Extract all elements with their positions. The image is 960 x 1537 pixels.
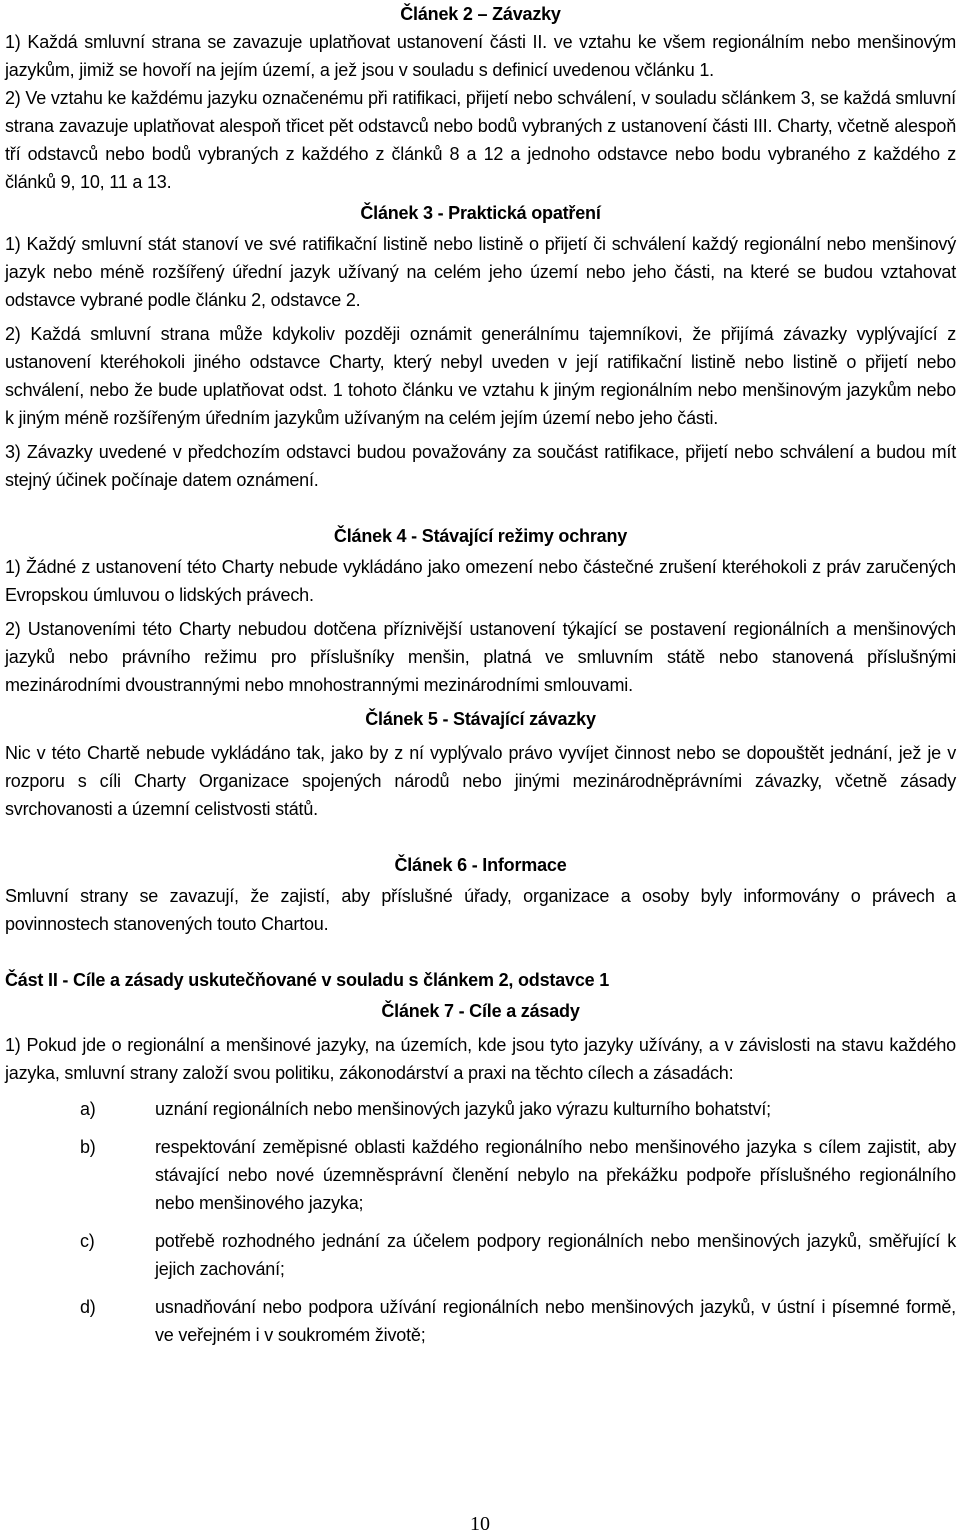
list-item-marker: a) xyxy=(80,1099,96,1119)
article-4-paragraph-2: 2) Ustanoveními této Charty nebudou dotčena příznivější ustanovení týkající se postavení regionálních a menšinových jazyků nebo právního režimu pro příslušníky menšin, platná ve smluvním státě nebo stanovená příslušnými mezinárodními dvoustrannými nebo mnohostrannými mezinárodními smlouvami. xyxy=(5,619,956,695)
article-2-paragraph-1: 1) Každá smluvní strana se zavazuje uplatňovat ustanovení části II. ve vztahu ke všem regionálním nebo menšinovým jazykům, jimiž se hovoří na jejím území, a jež jsou v souladu s definicí uvedenou včlánku 1. xyxy=(5,32,956,80)
article-5-heading: Článek 5 - Stávající závazky xyxy=(365,709,596,729)
article-3-heading: Článek 3 - Praktická opatření xyxy=(360,203,601,223)
article-5-paragraph-1: Nic v této Chartě nebude vykládáno tak, jako by z ní vyplývalo právo vyvíjet činnost nebo se dopouštět jednání, jež je v rozporu s cíli Charty Organizace spojených národů nebo jinými mezinárodněprávními závazky, včetně zásady svrchovanosti a územní celistvosti států. xyxy=(5,743,956,819)
article-2-heading: Článek 2 – Závazky xyxy=(400,4,561,24)
list-item-marker: c) xyxy=(80,1231,95,1251)
article-3-paragraph-1: 1) Každý smluvní stát stanoví ve své ratifikační listině nebo listině o přijetí či schválení každý regionální nebo menšinový jazyk nebo méně rozšířený úřední jazyk užívaný na celém jeho území nebo jeho části, na které se budou vztahovat odstavce vybrané podle článku 2, odstavce 2. xyxy=(5,234,956,310)
list-item-text: respektování zeměpisné oblasti každého regionálního nebo menšinového jazyka s cílem zajistit, aby stávající nebo nové územněsprávní členění nebylo na překážku podpoře příslušného regionálního nebo menšinového jazyka; xyxy=(155,1137,956,1213)
list-item xyxy=(5,1133,956,1217)
article-7-principles-list xyxy=(5,1095,956,1349)
document-body xyxy=(5,0,956,1359)
article-2-paragraph-2: 2) Ve vztahu ke každému jazyku označenému při ratifikaci, přijetí nebo schválení, v souladu sčlánkem 3, se každá smluvní strana zavazuje uplatňovat alespoň třicet pět odstavců nebo bodů vybraných z ustanovení části III. Charty, včetně alespoň tří odstavců nebo bodů vybraných z každého z článků 8 a 12 a jednoho odstavce nebo bodu vybraného z každého z článků 9, 10, 11 a 13. xyxy=(5,88,956,192)
list-item-text: uznání regionálních nebo menšinových jazyků jako výrazu kulturního bohatství; xyxy=(155,1099,771,1119)
article-6-heading: Článek 6 - Informace xyxy=(394,855,567,875)
list-item xyxy=(5,1095,956,1123)
article-4-paragraph-1: 1) Žádné z ustanovení této Charty nebude vykládáno jako omezení nebo částečné zrušení kteréhokoli z práv zaručených Evropskou úmluvou o lidských právech. xyxy=(5,557,956,605)
article-3-paragraph-2: 2) Každá smluvní strana může kdykoliv později oznámit generálnímu tajemníkovi, že přijímá závazky vyplývající z ustanovení kteréhokoli jiného odstavce Charty, který nebyl uveden v její ratifikační listině nebo listině o přijetí nebo schválení, nebo že bude uplatňovat odst. 1 tohoto článku ve vztahu k jiným regionálním nebo menšinovým jazykům nebo k jiným méně rozšířeným úředním jazykům užívaným na celém jejím území nebo jeho části. xyxy=(5,324,956,428)
part-2-heading: Část II - Cíle a zásady uskutečňované v souladu s článkem 2, odstavce 1 xyxy=(5,970,610,990)
article-3-paragraph-3: 3) Závazky uvedené v předchozím odstavci budou považovány za součást ratifikace, přijetí nebo schválení a budou mít stejný účinek počínaje datem oznámení. xyxy=(5,442,956,490)
list-item-text: potřebě rozhodného jednání za účelem podpory regionálních nebo menšinových jazyků, směřující k jejich zachování; xyxy=(155,1231,956,1279)
list-item xyxy=(5,1293,956,1349)
list-item-marker: b) xyxy=(80,1137,96,1157)
list-item-marker: d) xyxy=(80,1297,96,1317)
article-4-heading: Článek 4 - Stávající režimy ochrany xyxy=(333,526,628,546)
list-item xyxy=(5,1227,956,1283)
page-number: 10 xyxy=(470,1513,490,1535)
list-item-text: usnadňování nebo podpora užívání regionálních nebo menšinových jazyků, v ústní i písemné formě, ve veřejném i v soukromém životě; xyxy=(155,1297,956,1345)
article-7-paragraph-1: 1) Pokud jde o regionální a menšinové jazyky, na územích, kde jsou tyto jazyky užívány, a v závislosti na stavu každého jazyka, smluvní strany založí svou politiku, zákonodárství a praxi na těchto cílech a zásadách: xyxy=(5,1035,956,1083)
article-7-heading: Článek 7 - Cíle a zásady xyxy=(381,1001,580,1021)
article-6-paragraph-1: Smluvní strany se zavazují, že zajistí, aby příslušné úřady, organizace a osoby byly informovány o právech a povinnostech stanovených touto Chartou. xyxy=(5,886,956,934)
